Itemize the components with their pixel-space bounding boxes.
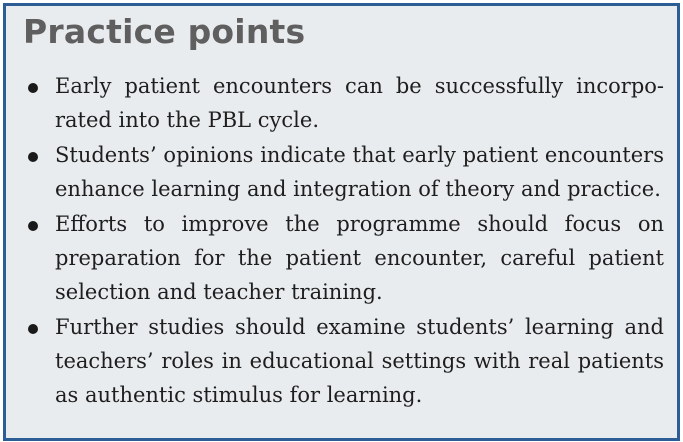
- list-item-text: Early patient encounters can be successfully incorpo-rated into the PBL cycle.: [55, 74, 664, 132]
- list-item-text: Students’ opinions indicate that early patient encounters enhance learning and integration of theory and practice.: [55, 143, 664, 201]
- box-title: Practice points: [23, 12, 306, 51]
- list-item: [23, 138, 664, 206]
- bullet-icon: [28, 83, 38, 93]
- list-item: [23, 207, 664, 309]
- bullet-icon: [28, 324, 38, 334]
- list-item: [23, 69, 664, 137]
- practice-points-list: [23, 69, 664, 413]
- list-item: [23, 310, 664, 412]
- list-item-text: Further studies should examine students’ learning and teachers’ roles in educational settings with real patients as authentic stimulus for learning.: [55, 315, 664, 407]
- bullet-icon: [28, 152, 38, 162]
- practice-points-box: [3, 3, 680, 441]
- list-item-text: Efforts to improve the programme should focus on preparation for the patient encounter, careful patient selection and teacher training.: [55, 212, 664, 304]
- bullet-icon: [28, 221, 38, 231]
